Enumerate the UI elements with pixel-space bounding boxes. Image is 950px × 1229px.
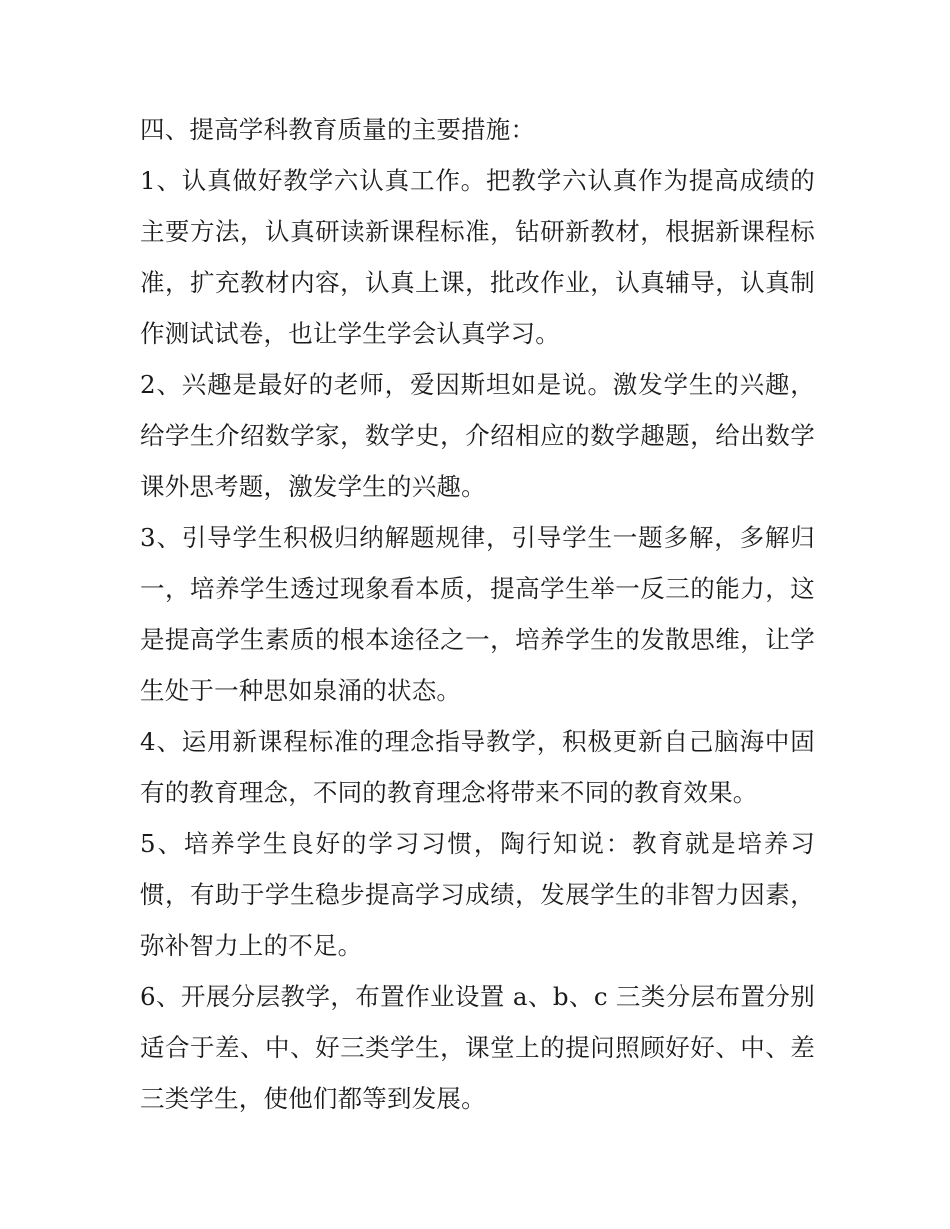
paragraph-1: 1、认真做好教学六认真工作。把教学六认真作为提高成绩的主要方法，认真研读新课程标准，钻研新教材，根据新课程标准，扩充教材内容，认真上课，批改作业，认真辅导，认真制作测试试卷，也让学生学会认真学习。 (140, 166, 815, 348)
paragraph-3: 3、引导学生积极归纳解题规律，引导学生一题多解，多解归一，培养学生透过现象看本质，提高学生举一反三的能力，这是提高学生素质的根本途径之一，培养学生的发散思维，让学生处于一种思如泉涌的状态。 (140, 523, 815, 705)
paragraph-5: 5、培养学生良好的学习习惯，陶行知说：教育就是培养习惯，有助于学生稳步提高学习成绩，发展学生的非智力因素，弥补智力上的不足。 (140, 829, 815, 960)
document-body (140, 104, 815, 1124)
paragraph-6: 6、开展分层教学，布置作业设置 a、b、c 三类分层布置分别适合于差、中、好三类学生，课堂上的提问照顾好好、中、差三类学生，使他们都等到发展。 (140, 982, 815, 1113)
paragraph-2: 2、兴趣是最好的老师，爱因斯坦如是说。激发学生的兴趣，给学生介绍数学家，数学史，介绍相应的数学趣题，给出数学课外思考题，激发学生的兴趣。 (140, 370, 815, 501)
section-heading: 四、提高学科教育质量的主要措施： (140, 115, 536, 144)
paragraph-4: 4、运用新课程标准的理念指导教学，积极更新自己脑海中固有的教育理念，不同的教育理念将带来不同的教育效果。 (140, 727, 815, 807)
